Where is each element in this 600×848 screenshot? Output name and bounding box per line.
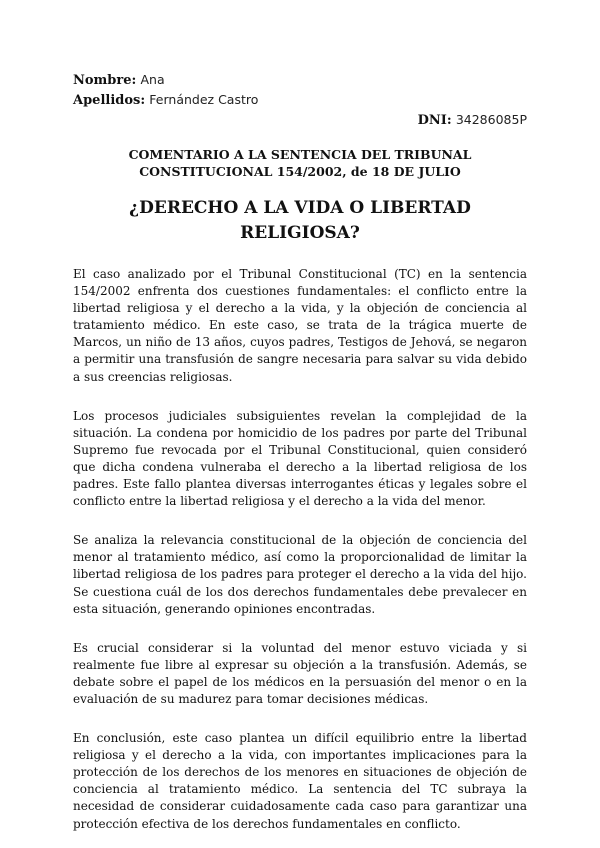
surname-line: [73, 90, 527, 110]
paragraph-2: Los procesos judiciales subsiguientes revelan la complejidad de la situación. La condena por homicidio de los padres por parte del Tribunal Supremo fue revocada por el Tribunal Constitucional, quien consideró que dicha condena vulneraba el derecho a la libertad religiosa de los padres. Este fallo plantea diversas interrogantes éticas y legales sobre el conflicto entre la libertad religiosa y el derecho a la vida del menor.: [73, 408, 527, 509]
dni-label: DNI:: [417, 113, 452, 128]
document-title: ¿DERECHO A LA VIDA O LIBERTAD RELIGIOSA?: [129, 198, 471, 243]
name-label: Nombre:: [73, 73, 137, 88]
name-line: [73, 70, 527, 90]
dni-value: 34286085P: [455, 112, 527, 127]
paragraph-5: En conclusión, este caso plantea un difícil equilibrio entre la libertad religiosa y el derecho a la vida, con importantes implicaciones para la protección de los derechos de los menores en situaciones de objeción de conciencia al tratamiento médico. La sentencia del TC subraya la necesidad de considerar cuidadosamente cada caso para garantizar una protección efectiva de los derechos fundamentales en conflicto.: [73, 731, 527, 831]
paragraph-1: El caso analizado por el Tribunal Constitucional (TC) en la sentencia 154/2002 enfrenta dos cuestiones fundamentales: el conflicto entre la libertad religiosa y el derecho a la vida, y la objeción de conciencia al tratamiento médico. En este caso, se trata de la trágica muerte de Marcos, un niño de 13 años, cuyos padres, Testigos de Jehová, se negaron a permitir una transfusión de sangre necesaria para salvar su vida debido a sus creencias religiosas.: [73, 267, 527, 384]
paragraph-3: Se analiza la relevancia constitucional de la objeción de conciencia del menor al tratamiento médico, así como la proporcionalidad de limitar la libertad religiosa de los padres para proteger el derecho a la vida del hijo. Se cuestiona cuál de los dos derechos fundamentales debe prevalecer en esta situación, generando opiniones encontradas.: [73, 533, 527, 616]
document-subtitle: COMENTARIO A LA SENTENCIA DEL TRIBUNAL CONSTITUCIONAL 154/2002, de 18 DE JULIO: [128, 147, 472, 179]
document-page: [73, 70, 527, 845]
dni-line: [73, 110, 527, 130]
surname-value: Fernández Castro: [149, 92, 259, 107]
surname-label: Apellidos:: [73, 93, 146, 108]
paragraph-4: Es crucial considerar si la voluntad del menor estuvo viciada y si realmente fue libre al expresar su objeción a la transfusión. Además, se debate sobre el papel de los médicos en la persuasión del menor o en la evaluación de su madurez para tomar decisiones médicas.: [73, 640, 527, 706]
name-value: Ana: [140, 72, 165, 87]
